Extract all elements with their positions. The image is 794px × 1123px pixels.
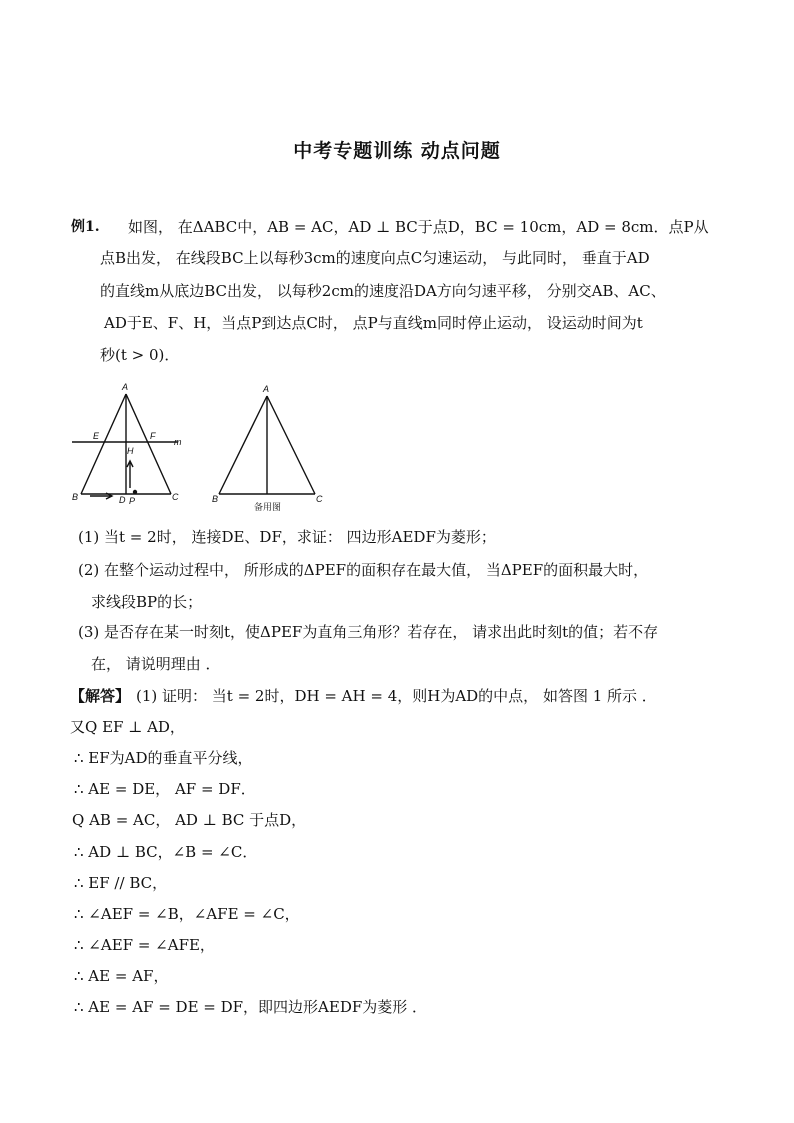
point-p-dot [133,490,137,494]
label-m: m [174,437,182,447]
label-a: A [263,384,270,394]
question-line: 求线段BP的长； [91,593,203,611]
solution-line: ∴ AD ⊥ BC，∠B = ∠C． [74,843,258,861]
solution-line: ∴ EF为AD的垂直平分线， [74,749,253,767]
side-ab [219,396,267,494]
solution-header: 【解答】 [70,687,131,705]
problem-label: 例1. [71,219,100,235]
label-h: H [127,446,134,456]
solution-line: ∴ ∠AEF = ∠B，∠AFE = ∠C， [74,905,300,923]
problem-line: 秒(t > 0)． [100,346,180,364]
question-line: (2) 在整个运动过程中， 所形成的ΔPEF的面积存在最大值， 当ΔPEF的面积最大时， [78,561,649,579]
solution-line: (1) 证明： 当t = 2时，DH = AH = 4，则H为AD的中点， 如答图 1 所示 ． [136,687,657,705]
problem-line: AD于E、F、H，当点P到达点C时， 点P与直线m同时停止运动， 设运动时间为t [104,314,643,332]
solution-line: ∴ ∠AEF = ∠AFE， [74,936,215,954]
figure-2-diagram [204,378,334,518]
solution-line: ∴ AE = AF， [74,967,169,985]
page-title: 中考专题训练 动点问题 [293,140,501,162]
label-c: C [316,494,323,504]
solution-line: ∴ AE = AF = DE = DF，即四边形AEDF为菱形 ． [74,998,428,1016]
label-a: A [122,382,129,392]
solution-line: ∴ EF // BC， [74,874,168,892]
label-b: B [212,494,219,504]
question-line: (1) 当t = 2时， 连接DE、DF，求证： 四边形AEDF为菱形； [78,528,496,546]
solution-line: ∴ AE = DE， AF = DF． [74,780,256,798]
label-d: D [119,495,126,505]
solution-line: Q AB = AC， AD ⊥ BC 于点D， [72,811,307,829]
figure-1-diagram [66,378,196,518]
question-line: (3) 是否存在某一时刻t，使ΔPEF为直角三角形？若存在， 请求出此时刻t的值；若不存 [78,623,659,641]
label-b: B [72,492,79,502]
side-ab [81,394,126,494]
label-e: E [93,431,100,441]
figure-caption: 备用图 [254,502,282,512]
label-c: C [172,492,179,502]
problem-line: 的直线m从底边BC出发， 以每秒2cm的速度沿DA方向匀速平移， 分别交AB、AC、 [100,282,666,300]
label-p: P [129,496,136,506]
side-ac [126,394,171,494]
question-line: 在， 请说明理由 ． [91,655,221,673]
problem-line: 点B出发， 在线段BC上以每秒3cm的速度向点C匀速运动， 与此同时， 垂直于AD [100,249,650,267]
label-f: F [150,431,156,441]
solution-line: 又Q EF ⊥ AD， [70,718,185,736]
problem-line: 如图， 在ΔABC中，AB = AC，AD ⊥ BC于点D，BC = 10cm，AD = 8cm．点P从 [128,218,709,236]
side-ac [267,396,315,494]
